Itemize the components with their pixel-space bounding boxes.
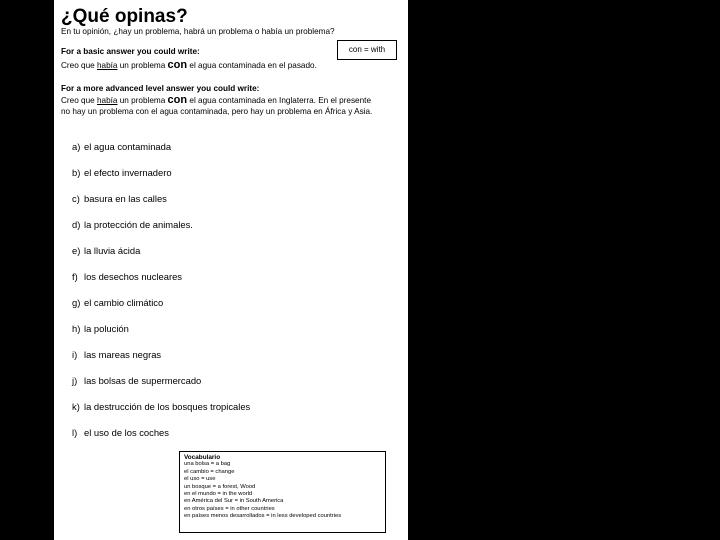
vocab-item: una bolsa = a bag [184, 461, 231, 468]
option-b: b) el efecto invernadero [72, 167, 172, 178]
hint-box: con = with [337, 40, 397, 60]
worksheet-page [54, 0, 408, 540]
question-text: En tu opinión, ¿hay un problema, habrá un problema o había un problema? [61, 27, 335, 36]
option-d: d) la protección de animales. [72, 219, 193, 230]
advanced-pre: Creo que [61, 96, 97, 105]
basic-heading: For a basic answer you could write: [61, 47, 200, 56]
vocab-item: en otros países = in other countries [184, 505, 275, 512]
option-i: i) las mareas negras [72, 349, 162, 360]
basic-answer [61, 60, 381, 72]
advanced-con: con [167, 94, 188, 106]
option-g: g) el cambio climático [72, 297, 164, 308]
basic-pre: Creo que [61, 61, 97, 70]
vocab-item: el cambio = change [184, 468, 235, 475]
vocab-item: en países menos desarrollados = in less developed countries [184, 513, 342, 520]
advanced-mid: un problema [117, 96, 168, 105]
vocab-item: en América del Sur = in South America [184, 498, 284, 505]
option-c: c) basura en las calles [72, 193, 167, 204]
page-title: ¿Qué opinas? [61, 6, 188, 27]
option-a: a) el agua contaminada [72, 141, 172, 152]
option-f: f) los desechos nucleares [72, 271, 182, 282]
option-j: j) las bolsas de supermercado [72, 375, 202, 386]
option-k: k) la destrucción de los bosques tropicales [72, 401, 251, 412]
option-h: h) la polución [72, 323, 129, 334]
advanced-habia: había [96, 96, 118, 105]
advanced-post: el agua contaminada en Inglaterra. En el presente no hay un problema con el agua contaminada, pero hay un problema en África y Asia. [61, 96, 373, 116]
vocabulary-box [179, 451, 386, 533]
advanced-answer [61, 95, 381, 117]
advanced-heading: For a more advanced level answer you could write: [61, 84, 260, 93]
vocab-item: un bosque = a forest, Wood [184, 483, 256, 490]
option-e: e) la lluvia ácida [72, 245, 141, 256]
vocabulary-heading: Vocabulario [184, 454, 221, 461]
basic-habia: había [96, 61, 118, 70]
vocab-item: el uso = use [184, 476, 216, 483]
basic-con: con [167, 59, 188, 71]
basic-mid: un problema [117, 61, 168, 70]
option-l: l) el uso de los coches [72, 427, 169, 438]
basic-post: el agua contaminada en el pasado. [187, 61, 317, 70]
vocab-item: en el mundo = in the world [184, 491, 253, 498]
